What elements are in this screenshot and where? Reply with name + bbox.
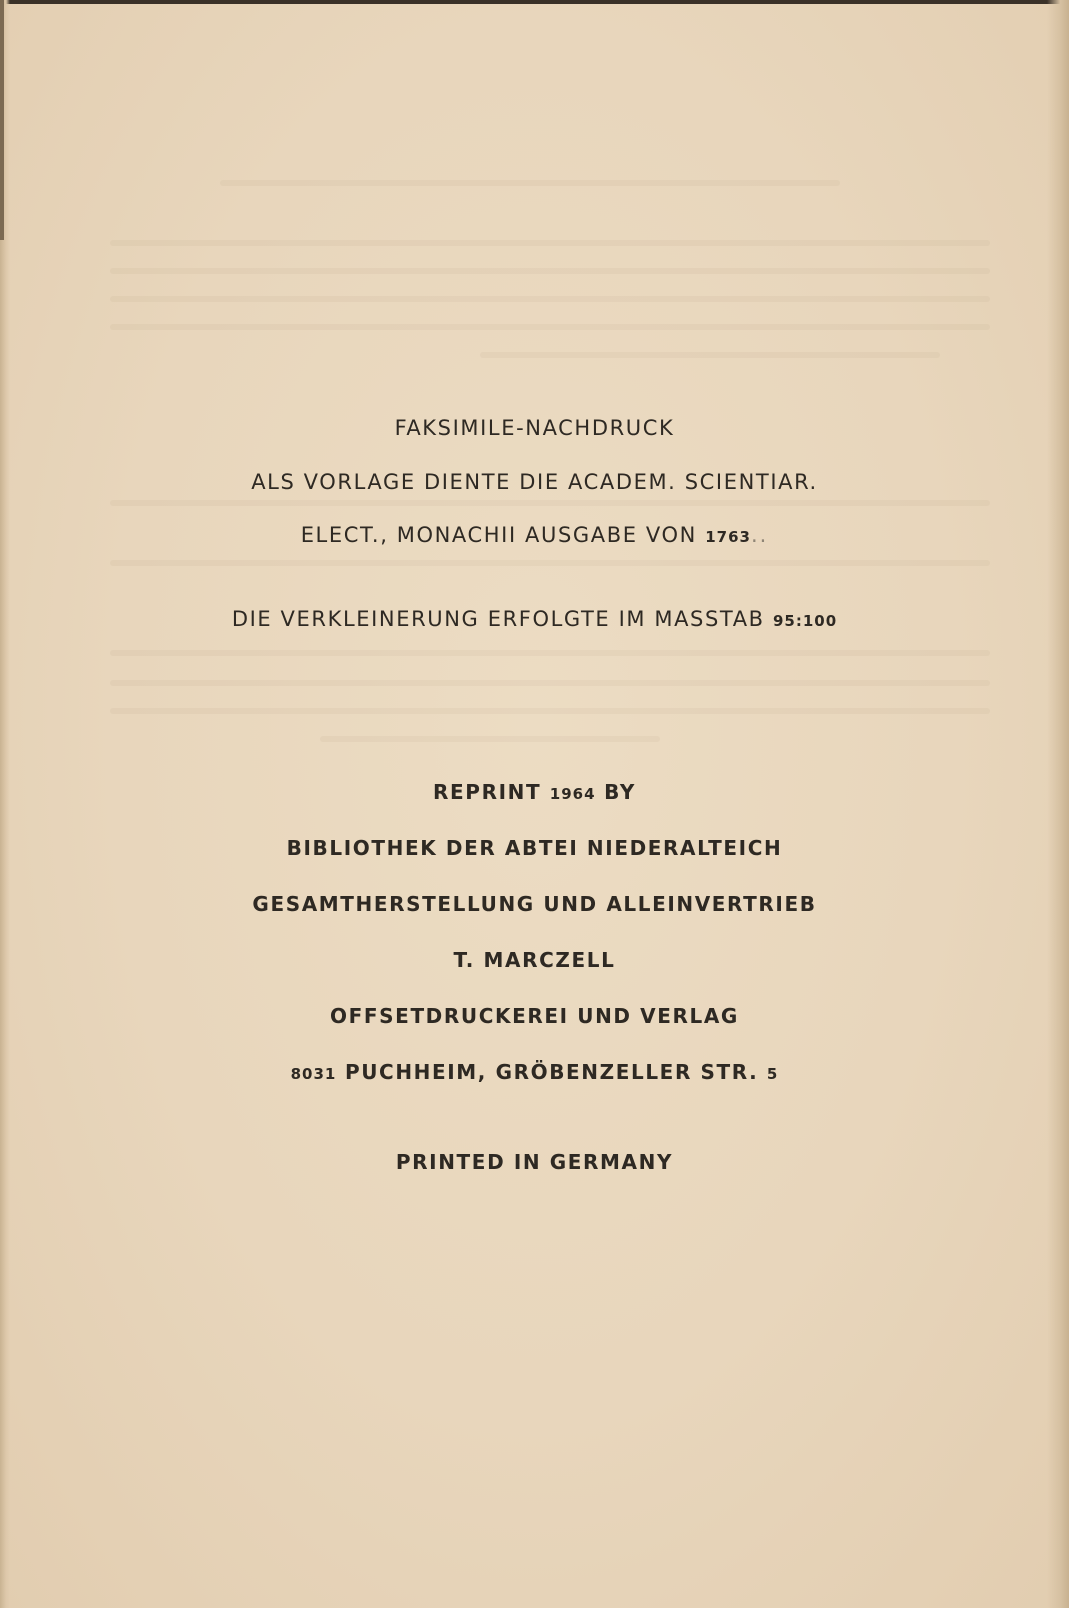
page-left-shadow <box>0 0 4 240</box>
show-through-line <box>480 352 940 358</box>
scale-value: 95:100 <box>772 612 838 630</box>
page-top-edge <box>0 0 1069 4</box>
show-through-line <box>110 324 990 330</box>
printed-in-line <box>0 1150 1069 1174</box>
scale-line <box>0 607 1069 631</box>
source-line-1-text: ALS VORLAGE DIENTE DIE ACADEM. SCIENTIAR. <box>251 470 818 494</box>
address-line <box>0 1060 1069 1084</box>
show-through-line <box>110 650 990 656</box>
printer-text: T. MARCZELL <box>453 948 616 972</box>
show-through-line <box>110 296 990 302</box>
scale-line-text: DIE VERKLEINERUNG ERFOLGTE IM MASSTAB <box>231 607 765 631</box>
show-through-line <box>110 500 990 506</box>
printed-in-text: PRINTED IN GERMANY <box>395 1150 674 1174</box>
facsimile-heading-text: FAKSIMILE-NACHDRUCK <box>394 416 675 440</box>
show-through-line <box>110 268 990 274</box>
source-dots: .. <box>750 523 769 547</box>
show-through-line <box>220 180 840 186</box>
reprint-by: BY <box>604 780 636 804</box>
source-line-2-text: ELECT., MONACHII AUSGABE VON <box>300 523 697 547</box>
library-line <box>0 836 1069 860</box>
source-year: 1763 <box>705 528 751 546</box>
page-right-edge <box>1047 0 1069 1608</box>
show-through-line <box>110 708 990 714</box>
reprint-line <box>0 780 1069 804</box>
production-text: GESAMTHERSTELLUNG UND ALLEINVERTRIEB <box>252 892 817 916</box>
facsimile-heading <box>0 416 1069 440</box>
show-through-line <box>110 560 990 566</box>
show-through-line <box>110 240 990 246</box>
production-line <box>0 892 1069 916</box>
publisher-line <box>0 1004 1069 1028</box>
show-through-line <box>110 680 990 686</box>
reprint-label: REPRINT <box>433 780 542 804</box>
street-number: 5 <box>766 1065 779 1083</box>
library-text: BIBLIOTHEK DER ABTEI NIEDERALTEICH <box>286 836 783 860</box>
page-left-edge <box>0 0 10 1608</box>
reprint-year: 1964 <box>549 785 596 803</box>
printer-line <box>0 948 1069 972</box>
address-text: PUCHHEIM, GRÖBENZELLER STR. <box>344 1060 759 1084</box>
postcode: 8031 <box>290 1065 337 1083</box>
show-through-line <box>320 736 660 742</box>
publisher-text: OFFSETDRUCKEREI UND VERLAG <box>330 1004 739 1028</box>
source-line-2 <box>0 523 1069 547</box>
source-line-1 <box>0 470 1069 494</box>
